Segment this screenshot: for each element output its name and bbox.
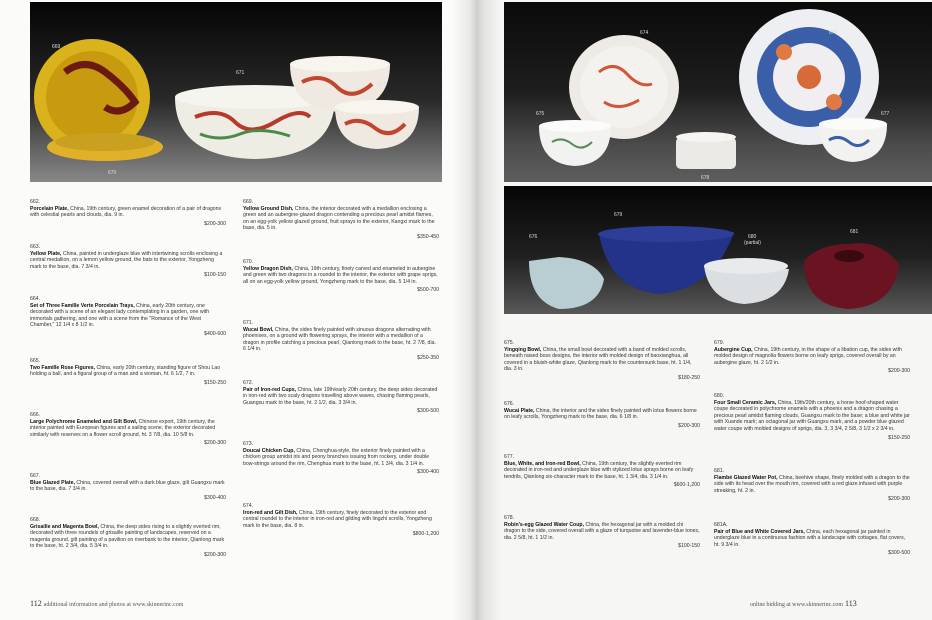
lot-entry [243, 199, 439, 241]
lot-title: Wucai Bowl, [243, 326, 274, 333]
lot-title: Yellow Plate, [30, 250, 62, 257]
lot-entry [243, 380, 439, 415]
lot-estimate: $200-300 [204, 440, 226, 447]
lot-estimate: $800-1,200 [412, 531, 439, 538]
lot-estimate: $600-1,200 [673, 482, 700, 489]
lot-description: China, 19th century, finely carved and enameled in aubergine and green with two dragons in a roundel to the interior, the exterior with grape sprigs, all on an egg-yolk yellow ground, Yongzheng mark to the base, dia. 5 1/4 in. [243, 265, 438, 285]
lot-entry [714, 522, 910, 557]
photo-label: 675 [536, 111, 545, 117]
lot-description: China, the interior decorated with a medallion enclosing a green and an aubergine-glazed dragon contending a precious pearl amidst flames, on an egg-yolk yellow glazed ground, fruit sprays to the exterior, Kangxi mark to the base, dia. 5 in. [243, 205, 435, 232]
lot-entry [714, 393, 910, 441]
page-number: 112 [30, 599, 42, 608]
lot-number: 679. [714, 340, 725, 346]
robins-egg-water-coupe [529, 257, 604, 309]
lot-description: China, 19th century, finely decorated to the exterior and central roundel to the interior in iron-red and gilding with lingzhi scrolls, Yongzheng mark to the base, dia. 8 in. [243, 509, 432, 529]
lot-entry [243, 503, 439, 538]
lot-estimate: $100-150 [678, 543, 700, 550]
lot-title: Two Famille Rose Figures, [30, 364, 96, 371]
lot-entry [30, 412, 226, 447]
lot-number: 681A. [714, 522, 728, 528]
lot-estimate: $500-700 [417, 287, 439, 294]
lot-title: Four Small Ceramic Jars, [714, 399, 777, 406]
lot-title: Yellow Ground Dish, [243, 205, 294, 212]
lot-entry [504, 401, 700, 429]
lot-number: 671. [243, 320, 254, 326]
lot-estimate: $300-500 [417, 408, 439, 415]
photo-sublabel: (partial) [744, 240, 761, 246]
photo-label: 672 [378, 82, 387, 88]
lot-number: 664. [30, 296, 41, 302]
footer-text: online bidding at www.skinnerinc.com [750, 602, 844, 608]
lot-number: 676. [504, 401, 515, 407]
lot-description: China, the hexagonal jar with a molded chi dragon to the side, covered overall with a glaze of turquoise and lavender-blue tones, dia. 2 5/8, ht. 1 1/2 in. [504, 521, 700, 541]
lot-number: 665. [30, 358, 41, 364]
lot-number: 669. [243, 199, 254, 205]
lot-description: China, early 20th century, one decorated with a scene of an elegant lady contemplating in a garden, one with immortals gathering, and one with a scene from the "Romance of the West Chamber," 12 1/4 x 8 1/2 in. [30, 302, 210, 329]
lot-estimate: $200-300 [204, 551, 226, 558]
porcelain-photo-illustration [504, 2, 932, 182]
book-gutter [452, 0, 502, 620]
lot-entry [714, 340, 910, 375]
lot-title: Blue, White, and Iron-red Bowl, [504, 460, 581, 467]
lot-entry [504, 340, 700, 382]
lot-entry [504, 515, 700, 550]
lot-estimate: $150-250 [204, 379, 226, 386]
lot-title: Aubergine Cup, [714, 346, 753, 353]
lot-title: Blue Glazed Plate, [30, 479, 75, 486]
lot-description: China, the deep sides rising to a slightly everted rim, decorated with three roundels of grisaille painting of landscapes, reserved on a magenta ground, gilt painting of a pavilion on riverbank to the interior, Qianlong mark to the base, ht. 2 3/4, dia. 5 3/4 in. [30, 523, 225, 550]
lot-title: Set of Three Famille Verte Porcelain Trays, [30, 302, 135, 309]
right-page [466, 0, 932, 620]
lot-description: Chinese export, 19th century, the interior painted with European figures and a sailing scene, the exterior decorated similarly with reserves on a flower scroll ground, ht. 3 7/8, dia. 10 5/8 in. [30, 418, 216, 438]
lot-entry [30, 517, 226, 559]
lot-number: 675. [504, 340, 515, 346]
photo-label: 674 [640, 30, 649, 36]
photo-blue-white-group [504, 2, 932, 182]
lot-entry [243, 259, 439, 294]
page-number: 113 [845, 599, 857, 608]
lot-number: 673. [243, 441, 254, 447]
page-footer-right [750, 599, 857, 608]
lot-number: 662. [30, 199, 41, 205]
photo-label: 679 [614, 212, 623, 218]
photo-label: 676 [529, 234, 538, 240]
lot-entry [243, 441, 439, 476]
lot-title: Large Polychrome Enameled and Gilt Bowl, [30, 418, 138, 425]
lot-description: China, Chenghua-style, the exterior finely painted with a chicken group amidst iris and peony branches issuing from rockery, under double bow-strings around the rim, Chenghua mark to the base, ht. 1 3/4, dia. 3 1/4 in. [243, 447, 430, 467]
lot-entry [30, 358, 226, 386]
porcelain-photo-illustration [30, 2, 442, 182]
lot-entry [30, 244, 226, 279]
photo-label: 680 [748, 234, 757, 240]
lot-title: Doucai Chicken Cup, [243, 447, 295, 454]
lot-estimate: $300-400 [204, 494, 226, 501]
lot-title: Porcelain Plate, [30, 205, 69, 212]
lot-number: 666. [30, 412, 41, 418]
lot-description: China, early 20th century, standing figure of Shou Lao holding a ball, and a figural group of a man and a woman, ht. 6 1/2, 7 in. [30, 364, 221, 378]
lot-title: Grisaille and Magenta Bowl, [30, 523, 99, 530]
lot-description: China, covered overall with a dark blue glaze, gilt Guangxu mark to the base, dia. 7 3/4 in. [30, 479, 225, 493]
photo-label: 670 [108, 170, 117, 176]
lot-description: China, late 19th/early 20th century, the deep sides decorated in iron-red with two scaly dragons travelling above waves, chasing flaming pearls, Guangxu mark to the base, ht. 2 1/2, dia. 3 3/4 in. [243, 386, 438, 406]
lot-number: 668. [30, 517, 41, 523]
footer-text: additional information and photos at www.skinnerinc.com [43, 602, 184, 608]
photo-label: 671 [236, 70, 245, 76]
lot-entry [243, 320, 439, 362]
lot-title: Iron-red and Gilt Dish, [243, 509, 298, 516]
lot-title: Pair of Blue and White Covered Jars, [714, 528, 805, 535]
lot-title: Yellow Dragon Dish, [243, 265, 293, 272]
lot-estimate: $400-600 [204, 330, 226, 337]
photo-label: 678 [701, 175, 710, 181]
lot-estimate: $200-300 [678, 422, 700, 429]
photo-label: 669 [52, 44, 61, 50]
lot-estimate: $150-250 [888, 434, 910, 441]
lot-title: Robin's-egg Glazed Water Coup, [504, 521, 585, 528]
lot-number: 678. [504, 515, 515, 521]
lot-description: China, the interior and the sides finely painted with lotus flowers borne on leafy scrolls, Yongzheng mark to the base, dia. 6 1/8 in. [504, 407, 697, 421]
lot-description: China, the sides finely painted with sinuous dragons alternating with phoenixes, on a ground with flowering sprays, the interior with a medallion of a dragon in profile catching a precious pearl, Qianlong mark to the base, ht. 2 7/8, dia. 6 1/4 in. [243, 326, 436, 353]
lot-estimate: $250-350 [417, 354, 439, 361]
lot-number: 670. [243, 259, 254, 265]
lot-number: 674. [243, 503, 254, 509]
lot-number: 677. [504, 454, 515, 460]
lot-number: 663. [30, 244, 41, 250]
lot-title: Wucai Plate, [504, 407, 535, 414]
lot-estimate: $300-400 [417, 469, 439, 476]
photo-label: 676 [829, 30, 838, 36]
lot-estimate: $100-150 [204, 272, 226, 279]
lot-estimate: $300-500 [888, 550, 910, 557]
lot-number: 672. [243, 380, 254, 386]
lot-entry [504, 454, 700, 489]
lot-title: Pair of Iron-red Cups, [243, 386, 297, 393]
lot-number: 681. [714, 468, 725, 474]
lot-description: China, painted in underglaze blue with intertwining scrolls enclosing a central medallion, on a lemon yellow ground, the bats to the exterior, Yongzheng mark to the base, dia. 7 3/4 in. [30, 250, 223, 270]
lot-title: Flambé Glazed Water Pot, [714, 474, 778, 481]
lot-estimate: $200-300 [204, 220, 226, 227]
lot-estimate: $180-250 [678, 374, 700, 381]
porcelain-photo-illustration [504, 186, 932, 314]
lot-entry [30, 473, 226, 501]
photo-label: 677 [881, 111, 890, 117]
page-footer-left [30, 599, 183, 608]
lot-description: China, each hexagonal jar painted in underglaze blue in a continuous fashion with a landscape with cottages, flat covers, ht. 9 3/4 in. [714, 528, 906, 548]
lot-description: China, the small bowl decorated with a band of molded scrolls, beneath raised boss designs, the interior with molded design of baoxianghua, all covered in a bluish-white glaze, Qianlong mark to the countersunk base, ht. 1 1/4, dia. 3 in. [504, 346, 692, 373]
photo-label: 681 [850, 229, 859, 235]
lot-title: Yingqing Bowl, [504, 346, 542, 353]
lot-number: 667. [30, 473, 41, 479]
lot-description: China, 19th century, the slightly everted rim decorated in iron-red and underglaze blue with stylized lotus sprays borne on leafy tendrils, Qianlong six-character mark to the base, ht. 1 3/4, dia. 3 1/4 in. [504, 460, 694, 480]
lot-description: China, beehive shape, finely molded with a dragon to the side with its head over the mouth rim, covered with a red glaze infused with purple streaking, ht. 2 in. [714, 474, 910, 494]
photo-porcelain-group-left [30, 2, 442, 182]
lot-description: China, 19th century, green enamel decoration of a pair of dragons with celestial pearls and clouds, dia. 9 in. [30, 205, 222, 219]
lot-description: China, 19th century, in the shape of a libation cup, the sides with molded design of magnolia flowers borne on leafy sprigs, covered overall by an aubergine glaze, ht. 2 1/2 in. [714, 346, 902, 366]
photo-monochrome-group [504, 186, 932, 314]
lot-entry [30, 199, 226, 227]
lot-estimate: $200-300 [888, 496, 910, 503]
lot-description: China, 19th/20th century, a horse hoof-shaped water coupe decorated in polychrome enamels with a phoenix and a dragon chasing a precious pearl amidst flaming clouds, Guangxu mark to the base; a blue and white jar with Xuande mark; an octagonal jar with Guangxu mark, and a powder blue glazed water coupe with molded designs of sprigs, dia. 3, 3 3/4, 2 5/8, 3 1/2 x 2 3/4 in. [714, 399, 910, 432]
lot-entry [30, 296, 226, 338]
lot-estimate: $200-300 [888, 368, 910, 375]
lot-estimate: $350-450 [417, 233, 439, 240]
lot-entry [714, 468, 910, 503]
lot-number: 680. [714, 393, 725, 399]
